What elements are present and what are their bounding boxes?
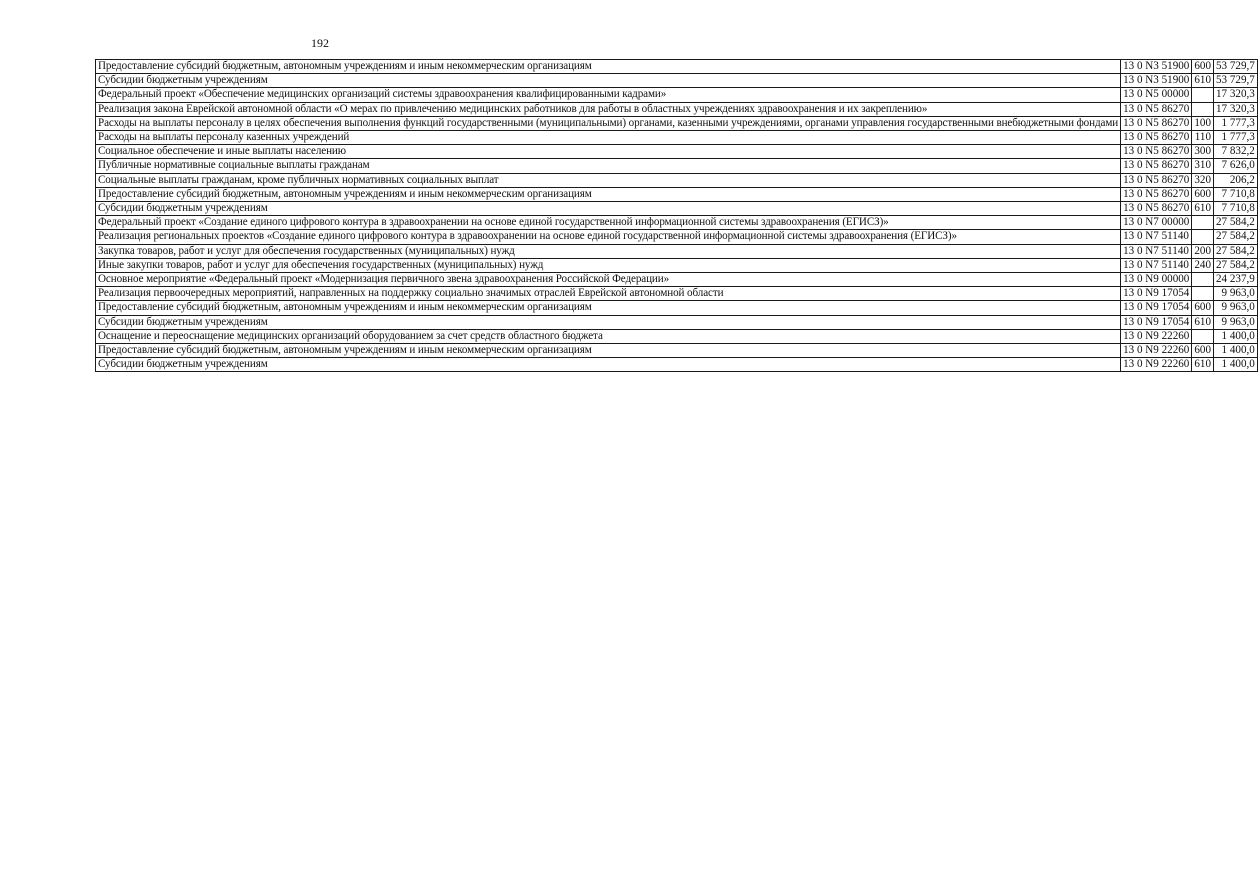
table-row (96, 301, 1258, 315)
amount-text: 1 777,3 (1221, 116, 1255, 129)
expense-name-text: Иные закупки товаров, работ и услуг для обеспечения государственных (муниципальных) нужд (98, 258, 544, 271)
expense-type-cell (1192, 301, 1214, 315)
amount-text: 9 963,0 (1221, 301, 1255, 314)
expense-type-text: 610 (1194, 315, 1211, 328)
expense-name-text: Субсидии бюджетным учреждениям (98, 202, 268, 215)
amount-text: 1 400,0 (1221, 329, 1255, 342)
amount-cell (1214, 287, 1258, 301)
target-code-text: 13 0 N5 86270 (1123, 159, 1190, 172)
expense-name-text: Закупка товаров, работ и услуг для обеспечения государственных (муниципальных) нужд (98, 244, 515, 257)
target-code-cell (1121, 173, 1192, 187)
expense-name-cell (96, 88, 1121, 102)
expense-name-text: Реализация закона Еврейской автономной области «О мерах по привлечению медицинских работников для работы в областных учреждениях здравоохранения и их закреплению» (98, 102, 928, 115)
target-code-text: 13 0 N7 51140 (1123, 230, 1189, 243)
expense-type-cell (1192, 88, 1214, 102)
target-code-cell (1121, 344, 1192, 358)
expense-name-cell (96, 102, 1121, 116)
amount-cell (1214, 273, 1258, 287)
expense-type-text: 100 (1194, 116, 1211, 129)
expense-type-text: 600 (1194, 187, 1211, 200)
target-code-cell (1121, 287, 1192, 301)
expense-name-cell (96, 258, 1121, 272)
expense-name-text: Реализация региональных проектов «Создание единого цифрового контура в здравоохранении на основе единой государственной информационной системы здравоохранения (ЕГИСЗ)» (98, 230, 957, 243)
amount-text: 27 584,2 (1216, 244, 1255, 257)
expense-type-text: 600 (1194, 60, 1211, 72)
amount-cell (1214, 258, 1258, 272)
amount-cell (1214, 60, 1258, 74)
amount-cell (1214, 301, 1258, 315)
expense-type-cell (1192, 116, 1214, 130)
target-code-cell (1121, 230, 1192, 244)
table-row (96, 329, 1258, 343)
table-row (96, 287, 1258, 301)
expense-type-cell (1192, 159, 1214, 173)
expense-name-text: Социальные выплаты гражданам, кроме публичных нормативных социальных выплат (98, 173, 499, 186)
target-code-text: 13 0 N9 22260 (1123, 344, 1190, 357)
expense-name-cell (96, 159, 1121, 173)
amount-cell (1214, 88, 1258, 102)
expense-type-cell (1192, 244, 1214, 258)
target-code-text: 13 0 N3 51900 (1123, 60, 1190, 72)
target-code-cell (1121, 258, 1192, 272)
expense-type-text: 600 (1194, 301, 1211, 314)
expense-type-text: 200 (1194, 244, 1211, 257)
table-row (96, 187, 1258, 201)
amount-text: 1 777,3 (1221, 131, 1255, 144)
expense-name-text: Расходы на выплаты персоналу казенных учреждений (98, 131, 350, 144)
amount-text: 27 584,2 (1216, 230, 1255, 243)
target-code-cell (1121, 74, 1192, 88)
expense-name-cell (96, 358, 1121, 372)
expense-type-cell (1192, 187, 1214, 201)
expense-name-cell (96, 273, 1121, 287)
target-code-cell (1121, 131, 1192, 145)
amount-text: 27 584,2 (1216, 216, 1255, 229)
expense-name-text: Реализация первоочередных мероприятий, направленных на поддержку социально значимых отраслей Еврейской автономной области (98, 287, 724, 300)
expense-type-text: 110 (1194, 131, 1211, 144)
table-row (96, 315, 1258, 329)
amount-cell (1214, 131, 1258, 145)
expense-type-cell (1192, 230, 1214, 244)
table-row (96, 273, 1258, 287)
table-row (96, 145, 1258, 159)
table-row (96, 230, 1258, 244)
expense-type-text: 300 (1194, 145, 1211, 158)
expense-type-cell (1192, 131, 1214, 145)
expense-name-cell (96, 301, 1121, 315)
target-code-text: 13 0 N5 86270 (1123, 131, 1190, 144)
amount-text: 1 400,0 (1221, 344, 1255, 357)
expense-type-text: 610 (1194, 358, 1211, 371)
expense-type-cell (1192, 60, 1214, 74)
table-row (96, 102, 1258, 116)
target-code-cell (1121, 88, 1192, 102)
target-code-cell (1121, 315, 1192, 329)
expense-name-cell (96, 216, 1121, 230)
table-row (96, 131, 1258, 145)
expense-name-cell (96, 287, 1121, 301)
amount-cell (1214, 358, 1258, 372)
amount-cell (1214, 102, 1258, 116)
expense-type-text: 610 (1194, 202, 1211, 215)
amount-text: 7 710,8 (1221, 202, 1255, 215)
amount-cell (1214, 173, 1258, 187)
expense-name-text: Субсидии бюджетным учреждениям (98, 74, 268, 87)
expense-type-text: 320 (1194, 173, 1211, 186)
table-row (96, 344, 1258, 358)
target-code-text: 13 0 N5 86270 (1123, 102, 1190, 115)
target-code-cell (1121, 145, 1192, 159)
expense-type-cell (1192, 315, 1214, 329)
table-row (96, 74, 1258, 88)
target-code-cell (1121, 301, 1192, 315)
amount-cell (1214, 344, 1258, 358)
amount-text: 9 963,0 (1221, 287, 1255, 300)
table-row (96, 216, 1258, 230)
expense-type-cell (1192, 216, 1214, 230)
expense-name-cell (96, 116, 1121, 130)
amount-text: 17 320,3 (1216, 88, 1255, 101)
expense-name-cell (96, 131, 1121, 145)
expense-name-cell (96, 60, 1121, 74)
expense-name-cell (96, 202, 1121, 216)
expense-name-text: Федеральный проект «Обеспечение медицинских организаций системы здравоохранения квалифицированными кадрами» (98, 88, 667, 101)
expense-name-text: Предоставление субсидий бюджетным, автономным учреждениям и иным некоммерческим организациям (98, 60, 592, 72)
amount-text: 206,2 (1229, 173, 1255, 186)
amount-text: 1 400,0 (1221, 358, 1255, 371)
table-row (96, 173, 1258, 187)
expense-name-text: Основное мероприятие «Федеральный проект «Модернизация первичного звена здравоохранения Российской Федерации» (98, 273, 670, 286)
amount-cell (1214, 202, 1258, 216)
target-code-text: 13 0 N5 86270 (1123, 187, 1190, 200)
amount-cell (1214, 315, 1258, 329)
expense-type-cell (1192, 173, 1214, 187)
target-code-cell (1121, 329, 1192, 343)
expense-type-cell (1192, 344, 1214, 358)
target-code-cell (1121, 358, 1192, 372)
expense-type-text: 610 (1194, 74, 1211, 87)
expense-name-text: Предоставление субсидий бюджетным, автономным учреждениям и иным некоммерческим организациям (98, 187, 592, 200)
amount-cell (1214, 145, 1258, 159)
budget-table (95, 59, 1258, 372)
amount-cell (1214, 244, 1258, 258)
expense-name-cell (96, 344, 1121, 358)
target-code-cell (1121, 273, 1192, 287)
expense-name-text: Оснащение и переоснащение медицинских организаций оборудованием за счет средств областного бюджета (98, 329, 603, 342)
target-code-cell (1121, 202, 1192, 216)
amount-cell (1214, 216, 1258, 230)
expense-type-cell (1192, 358, 1214, 372)
expense-name-cell (96, 173, 1121, 187)
amount-text: 53 729,7 (1216, 60, 1255, 72)
expense-type-cell (1192, 273, 1214, 287)
expense-name-cell (96, 244, 1121, 258)
expense-name-cell (96, 74, 1121, 88)
table-row (96, 258, 1258, 272)
expense-name-text: Предоставление субсидий бюджетным, автономным учреждениям и иным некоммерческим организациям (98, 301, 592, 314)
target-code-cell (1121, 244, 1192, 258)
amount-cell (1214, 187, 1258, 201)
expense-name-cell (96, 145, 1121, 159)
amount-cell (1214, 159, 1258, 173)
target-code-text: 13 0 N9 17054 (1123, 287, 1190, 300)
target-code-text: 13 0 N7 00000 (1123, 216, 1190, 229)
expense-name-cell (96, 315, 1121, 329)
target-code-text: 13 0 N5 86270 (1123, 173, 1190, 186)
expense-type-text: 310 (1194, 159, 1211, 172)
expense-type-cell (1192, 74, 1214, 88)
expense-name-text: Субсидии бюджетным учреждениям (98, 315, 268, 328)
expense-type-cell (1192, 258, 1214, 272)
expense-type-cell (1192, 329, 1214, 343)
expense-name-text: Субсидии бюджетным учреждениям (98, 358, 268, 371)
target-code-text: 13 0 N9 17054 (1123, 315, 1190, 328)
budget-table-body (96, 60, 1258, 372)
expense-name-text: Федеральный проект «Создание единого цифрового контура в здравоохранении на основе единой государственной информационной системы здравоохранения (ЕГИСЗ)» (98, 216, 889, 229)
amount-text: 27 584,2 (1216, 258, 1255, 271)
expense-name-text: Расходы на выплаты персоналу в целях обеспечения выполнения функций государственными (муниципальными) органами, казенными учреждениями, органами управления государственными внебюджетными фондами (98, 116, 1119, 129)
table-row (96, 88, 1258, 102)
table-row (96, 358, 1258, 372)
expense-type-cell (1192, 102, 1214, 116)
amount-text: 7 832,2 (1221, 145, 1255, 158)
expense-name-text: Публичные нормативные социальные выплаты гражданам (98, 159, 370, 172)
expense-name-cell (96, 230, 1121, 244)
target-code-text: 13 0 N7 51140 (1123, 244, 1189, 257)
amount-text: 17 320,3 (1216, 102, 1255, 115)
target-code-text: 13 0 N9 00000 (1123, 273, 1190, 286)
expense-type-cell (1192, 202, 1214, 216)
amount-cell (1214, 329, 1258, 343)
table-row (96, 60, 1258, 74)
expense-name-text: Предоставление субсидий бюджетным, автономным учреждениям и иным некоммерческим организациям (98, 344, 592, 357)
expense-name-text: Социальное обеспечение и иные выплаты населению (98, 145, 346, 158)
target-code-text: 13 0 N5 86270 (1123, 145, 1190, 158)
table-row (96, 202, 1258, 216)
target-code-text: 13 0 N5 86270 (1123, 116, 1190, 129)
target-code-cell (1121, 60, 1192, 74)
target-code-text: 13 0 N9 22260 (1123, 329, 1190, 342)
target-code-cell (1121, 116, 1192, 130)
target-code-text: 13 0 N9 22260 (1123, 358, 1190, 371)
expense-type-text: 600 (1194, 344, 1211, 357)
expense-type-cell (1192, 287, 1214, 301)
page-number: 192 (311, 36, 329, 50)
expense-name-cell (96, 329, 1121, 343)
target-code-cell (1121, 159, 1192, 173)
target-code-cell (1121, 187, 1192, 201)
amount-text: 24 237,9 (1216, 273, 1255, 286)
target-code-text: 13 0 N3 51900 (1123, 74, 1190, 87)
target-code-cell (1121, 216, 1192, 230)
amount-cell (1214, 116, 1258, 130)
target-code-text: 13 0 N5 86270 (1123, 202, 1190, 215)
amount-text: 9 963,0 (1221, 315, 1255, 328)
target-code-text: 13 0 N5 00000 (1123, 88, 1190, 101)
table-row (96, 159, 1258, 173)
expense-name-cell (96, 187, 1121, 201)
expense-type-text: 240 (1194, 258, 1211, 271)
target-code-text: 13 0 N9 17054 (1123, 301, 1190, 314)
target-code-text: 13 0 N7 51140 (1123, 258, 1189, 271)
target-code-cell (1121, 102, 1192, 116)
table-row (96, 116, 1258, 130)
amount-text: 7 626,0 (1221, 159, 1255, 172)
amount-cell (1214, 74, 1258, 88)
amount-cell (1214, 230, 1258, 244)
amount-text: 7 710,8 (1221, 187, 1255, 200)
amount-text: 53 729,7 (1216, 74, 1255, 87)
expense-type-cell (1192, 145, 1214, 159)
table-row (96, 244, 1258, 258)
